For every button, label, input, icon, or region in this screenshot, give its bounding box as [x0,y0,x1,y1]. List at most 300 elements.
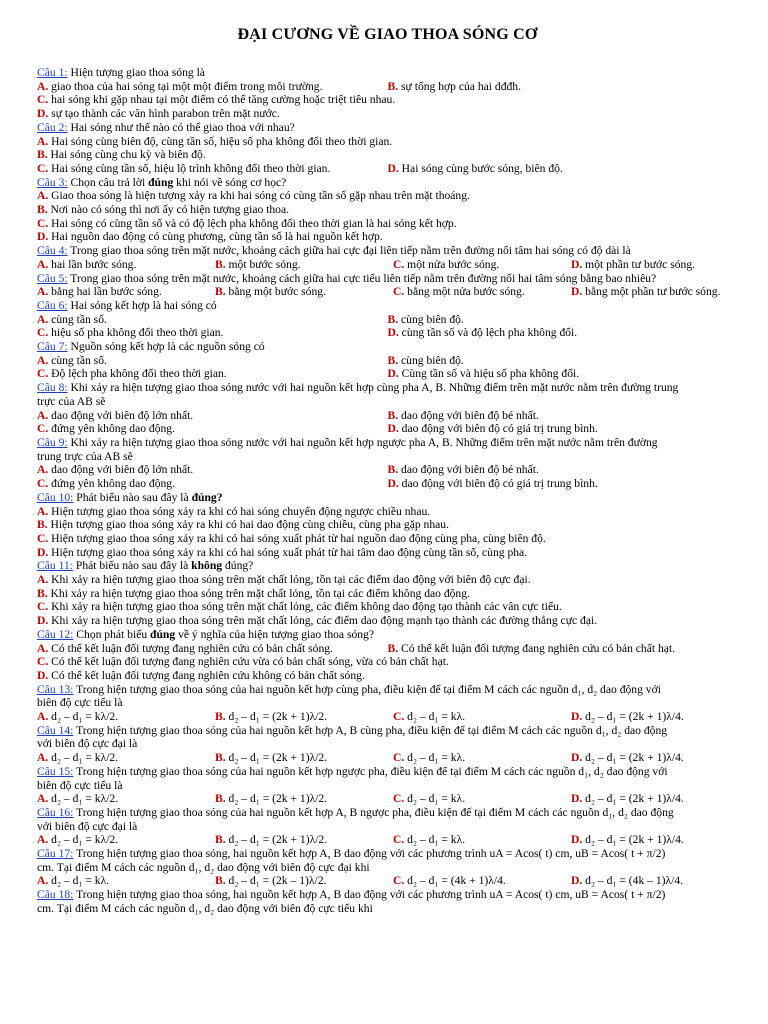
option-text: Hai sóng cùng bước sóng, biên độ. [398,161,563,175]
question-stem [37,436,738,450]
option [37,313,388,327]
question-number: Câu 6: [37,298,68,312]
option-text: Hai sóng cùng tần số, hiệu lộ trình không đổi theo thời gian. [48,161,331,175]
option-text: d₂ – d₁ = kλ/2. [48,710,119,724]
option-row [37,80,738,94]
option-row [37,93,738,107]
question-12 [37,628,738,683]
option-letter: D. [387,422,399,436]
option-text: dao động với biên độ bé nhất. [398,408,539,422]
option-letter: B. [215,257,226,271]
option [215,751,393,765]
option [37,80,388,94]
option-row [37,203,738,217]
option-text: Cùng tần số và hiệu số pha không đổi. [398,367,580,381]
option [37,505,738,519]
option-text: cùng biên độ. [398,312,464,326]
option-letter: D. [37,614,49,628]
option [37,367,388,381]
option [215,792,393,806]
option [388,354,739,368]
question-number: Câu 5: [37,271,68,285]
question-2 [37,121,738,176]
option-letter: A. [37,792,49,806]
question-16 [37,806,738,847]
option-letter: C. [37,422,49,436]
stem-text: Trong hiện tượng giao thoa sóng của hai nguồn kết hợp cùng pha, điều kiện để tại điểm M cách các nguồn d₁, d₂ dao động với [73,682,661,696]
option [393,285,571,299]
option-letter: B. [387,79,399,93]
option-text: dao động với biên độ lớn nhất. [48,463,194,477]
option [388,326,739,340]
option-letter: D. [571,285,583,299]
option-letter: A. [37,751,49,765]
option-letter: B. [387,463,399,477]
question-stem [37,450,738,464]
option-letter: C. [37,216,49,230]
option-row [37,162,738,176]
option-row [37,422,738,436]
option [37,463,388,477]
option [37,874,215,888]
option-letter: C. [37,367,49,381]
stem-text: Nguồn sóng kết hợp là các nguồn sóng có [67,340,265,354]
option-letter: B. [37,148,48,162]
stem-text: Trong giao thoa sóng trên mặt nước, khoảng cách giữa hai cực đại liên tiếp nằm trên đường nối tâm hai sóng có độ dài là [67,244,631,258]
question-number: Câu 12: [37,627,74,641]
option [215,285,393,299]
option-letter: B. [387,408,399,422]
option-row [37,217,738,231]
option [571,285,737,299]
option-text: cùng tần số. [48,312,107,326]
option-text: Hiện tượng giao thoa sóng xảy ra khi có hai sóng xuất phát từ hai tâm dao động cùng tần số, cùng pha. [48,545,528,559]
option-row [37,135,738,149]
option-row [37,710,738,724]
option [37,573,738,587]
option-letter: A. [37,79,49,93]
option-letter: D. [571,874,583,888]
option-letter: B. [387,641,399,655]
option-row [37,546,738,560]
option-text: d₂ – d₁ = kλ. [404,833,466,847]
option-text: d₂ – d₁ = kλ. [404,792,466,806]
option-text: d₂ – d₁ = (2k – 1)λ/2. [225,874,327,888]
question-15 [37,765,738,806]
stem-emphasis: đúng [150,627,176,641]
option-letter: D. [387,161,399,175]
option [37,285,215,299]
option-text: một nửa bước sóng. [404,257,500,271]
option-letter: C. [393,792,405,806]
option [37,614,738,628]
question-stem [37,381,738,395]
question-5 [37,272,738,299]
option-text: d₂ – d₁ = kλ/2. [48,751,119,765]
stem-text: Hai sóng như thế nào có thể giao thoa với nhau? [67,120,295,134]
option-letter: A. [37,504,49,518]
option-row [37,189,738,203]
option-text: cùng tần số và độ lệch pha không đổi. [398,326,578,340]
option-letter: B. [37,586,48,600]
question-10 [37,491,738,560]
option [37,546,738,560]
stem-text: cm. Tại điểm M cách các nguồn d₁, d₂ dao động với biên độ cực tiểu khi [37,901,373,915]
option-row [37,751,738,765]
option-row [37,655,738,669]
question-9 [37,436,738,491]
stem-text: với biên độ cực đại là [37,737,138,751]
option-text: dao động với biên độ bé nhất. [398,463,539,477]
stem-text: Chọn phát biểu [73,627,151,641]
option-text: dao động với biên độ có giá trị trung bình. [398,477,598,491]
option [388,162,739,176]
option-letter: C. [37,326,49,340]
option [37,148,738,162]
option-text: dao động với biên độ lớn nhất. [48,408,194,422]
option-text: Có thể kết luận đối tượng đang nghiên cứu vừa có bản chất sóng, vừa có bản chất hạt. [48,655,449,669]
option-letter: A. [37,285,49,299]
option-letter: B. [215,710,226,724]
option-row [37,463,738,477]
option-letter: B. [215,792,226,806]
option-letter: C. [37,531,49,545]
question-number: Câu 17: [37,847,74,861]
question-6 [37,299,738,340]
question-number: Câu 13: [37,682,74,696]
stem-text: Trong hiện tượng giao thoa sóng của hai nguồn kết hợp A, B cùng pha, điều kiện để tại điểm M cách các nguồn d₁, d₂ dao động [73,723,668,737]
option-letter: D. [37,545,49,559]
option-row [37,833,738,847]
option-letter: B. [37,518,48,532]
option-text: sự tạo thành các vân hình parabon trên mặt nước. [48,107,280,121]
option [37,354,388,368]
question-4 [37,244,738,271]
option-row [37,326,738,340]
option-letter: C. [37,93,49,107]
option-text: đứng yên không dao động. [48,422,175,436]
option-text: d₂ – d₁ = (2k + 1)λ/4. [582,710,684,724]
option [37,655,738,669]
option-text: hai sóng khi gặp nhau tại một điểm có thể tăng cường hoặc triệt tiêu nhau. [48,93,396,107]
stem-text: khi nói về sóng cơ học? [173,175,287,189]
option-text: Hai nguồn dao động có cùng phương, cùng tần số là hai nguồn kết hợp. [48,230,383,244]
option [215,833,393,847]
stem-text: cm. Tại điểm M cách các nguồn d₁, d₂ dao động với biên độ cực đại khi [37,860,370,874]
question-stem [37,272,738,286]
option-letter: D. [571,833,583,847]
option-text: bằng một phần tư bước sóng. [582,285,721,299]
option [37,600,738,614]
question-stem [37,696,738,710]
option-text: một bước sóng. [225,257,301,271]
option [215,710,393,724]
option-letter: A. [37,874,49,888]
option-row [37,573,738,587]
option [393,874,571,888]
question-stem [37,806,738,820]
option [37,107,738,121]
stem-text: Trong hiện tượng giao thoa sóng, hai nguồn kết hợp A, B dao động với các phương trình uA = Acos( t) cm, uB = Acos( t + π/2) [73,888,666,902]
option [388,367,739,381]
question-number: Câu 10: [37,490,74,504]
question-1 [37,66,738,121]
question-stem [37,176,738,190]
stem-text: đúng? [222,559,254,573]
option-letter: B. [37,203,48,217]
option-text: Độ lệch pha không đổi theo thời gian. [48,367,227,381]
option-text: Giao thoa sóng là hiện tượng xảy ra khi hai sóng có cùng tần số gặp nhau trên mặt thoáng. [48,189,470,203]
option [37,532,738,546]
option-text: d₂ – d₁ = kλ. [404,751,466,765]
option [388,313,739,327]
question-number: Câu 15: [37,764,74,778]
option-letter: D. [571,792,583,806]
question-number: Câu 8: [37,381,68,395]
option-text: Hai sóng cùng biên độ, cùng tần số, hiệu số pha không đổi theo thời gian. [48,134,393,148]
question-17 [37,847,738,888]
option-letter: C. [37,600,49,614]
option-row [37,148,738,162]
option-letter: D. [387,367,399,381]
option-text: d₂ – d₁ = (2k + 1)λ/4. [582,833,684,847]
option-text: bằng một bước sóng. [225,285,326,299]
option-row [37,614,738,628]
option-row [37,600,738,614]
option-text: sự tổng hợp của hai dđđh. [398,79,522,93]
option-letter: B. [215,833,226,847]
option [388,409,739,423]
stem-emphasis: đúng? [191,490,223,504]
option [37,710,215,724]
option-row [37,354,738,368]
option-text: một phần tư bước sóng. [582,257,696,271]
question-list [37,66,738,916]
stem-text: Hai sóng kết hợp là hai sóng có [67,298,217,312]
question-stem [37,820,738,834]
stem-emphasis: không [191,559,223,573]
stem-text: về ý nghĩa của hiện tượng giao thoa sóng? [175,627,375,641]
option-letter: C. [393,874,405,888]
option-text: Khi xảy ra hiện tượng giao thoa sóng trên mặt chất lỏng, tồn tại các điểm dao động với biên độ cực đại. [48,573,531,587]
option-row [37,477,738,491]
question-stem [37,244,738,258]
option [215,874,393,888]
question-stem [37,902,738,916]
option-text: Có thể kết luận đối tượng đang nghiên cứu không có bản chất sóng. [48,668,365,682]
option-text: bằng một nửa bước sóng. [404,285,525,299]
option-letter: D. [37,230,49,244]
option-text: d₂ – d₁ = kλ. [404,710,466,724]
option-text: cùng tần số. [48,353,107,367]
question-13 [37,683,738,724]
question-number: Câu 16: [37,805,74,819]
question-stem [37,559,738,573]
question-11 [37,559,738,628]
option-text: Hiện tượng giao thoa sóng xảy ra khi có hai dao động cùng chiều, cùng pha gặp nhau. [47,518,449,532]
option-row [37,367,738,381]
question-stem [37,847,738,861]
option [388,463,739,477]
option-row [37,532,738,546]
question-stem [37,861,738,875]
option-letter: C. [393,833,405,847]
option-letter: D. [571,257,583,271]
option-text: Nơi nào có sóng thì nơi ấy có hiện tượng giao thoa. [47,203,290,217]
stem-text: trực của AB sẽ [37,394,106,408]
option-letter: C. [393,710,405,724]
stem-text: Hiện tượng giao thoa sóng là [67,66,205,79]
option-text: giao thoa của hai sóng tại một một điểm trong môi trường. [48,79,323,93]
stem-text: Trong hiện tượng giao thoa sóng của hai nguồn kết hợp ngược pha, điều kiện để tại điểm M cách các nguồn d₁, d₂ dao động với [73,764,668,778]
option [37,135,738,149]
option-text: d₂ – d₁ = (4k – 1)λ/4. [582,874,684,888]
option [37,422,388,436]
option [37,669,738,683]
option-text: đứng yên không dao động. [48,477,175,491]
option [393,792,571,806]
option-letter: A. [37,641,49,655]
option-row [37,518,738,532]
stem-text: Trong hiện tượng giao thoa sóng, hai nguồn kết hợp A, B dao động với các phương trình uA = Acos( t) cm, uB = Acos( t + π/2) [73,847,666,861]
option [393,710,571,724]
question-stem [37,299,738,313]
option-letter: A. [37,353,49,367]
option-letter: C. [37,655,49,669]
option-letter: A. [37,408,49,422]
option [393,833,571,847]
question-stem [37,683,738,697]
option-letter: D. [571,751,583,765]
option-text: d₂ – d₁ = kλ/2. [48,833,119,847]
option-letter: A. [37,573,49,587]
option [37,162,388,176]
option-row [37,258,738,272]
option-text: d₂ – d₁ = (2k + 1)λ/4. [582,751,684,765]
option-text: Hiện tượng giao thoa sóng xảy ra khi có hai sóng xuất phát từ hai nguồn dao động cùng pha, cùng biên độ. [48,531,546,545]
option-text: d₂ – d₁ = (2k + 1)λ/2. [225,792,328,806]
question-stem [37,888,738,902]
option [388,642,739,656]
option-row [37,642,738,656]
option-letter: A. [37,463,49,477]
option-text: Hiện tượng giao thoa sóng xảy ra khi có hai sóng chuyển động ngược chiều nhau. [48,504,431,518]
option-letter: C. [393,257,405,271]
option-row [37,409,738,423]
option-text: dao động với biên độ có giá trị trung bình. [398,422,598,436]
question-number: Câu 7: [37,340,68,354]
option-letter: B. [215,874,226,888]
page-title: ĐẠI CƯƠNG VỀ GIAO THOA SÓNG CƠ [237,26,538,43]
question-stem [37,765,738,779]
stem-text: Trong giao thoa sóng trên mặt nước, khoảng cách giữa hai cực tiểu liên tiếp nằm trên đường nối hai tâm sóng bằng bao nhiêu? [67,271,657,285]
stem-text: trung trực của AB sẽ [37,449,133,463]
option [37,587,738,601]
option [37,792,215,806]
option [37,230,738,244]
option [37,189,738,203]
question-stem [37,779,738,793]
option-text: d₂ – d₁ = (2k + 1)λ/2. [225,710,328,724]
stem-text: Trong hiện tượng giao thoa sóng của hai nguồn kết hợp A, B ngược pha, điều kiện để tại điểm M cách các nguồn d₁, d₂ dao động [73,805,674,819]
question-number: Câu 2: [37,120,68,134]
option-letter: C. [393,285,405,299]
option-text: d₂ – d₁ = (2k + 1)λ/2. [225,751,328,765]
option-text: bằng hai lần bước sóng. [48,285,162,299]
option [388,422,739,436]
option-text: Khi xảy ra hiện tượng giao thoa sóng trên mặt chất lỏng, các điểm không dao động tạo thành các vân cực tiểu. [48,600,562,614]
option-letter: C. [393,751,405,765]
option-letter: C. [37,477,49,491]
stem-text: Phát biểu nào sau đây là [72,559,192,573]
option [37,751,215,765]
question-stem [37,395,738,409]
option-letter: A. [37,134,49,148]
stem-text: biên độ cực tiểu là [37,778,123,792]
option-text: hiệu số pha không đổi theo thời gian. [48,326,224,340]
question-stem [37,121,738,135]
option-row [37,230,738,244]
option-letter: B. [215,285,226,299]
question-stem [37,340,738,354]
question-number: Câu 14: [37,723,74,737]
option [571,710,737,724]
option-text: d₂ – d₁ = (2k + 1)λ/2. [225,833,328,847]
option-letter: B. [215,751,226,765]
option-text: Khi xảy ra hiện tượng giao thoa sóng trên mặt chất lỏng, tồn tại các điểm không dao động. [47,586,470,600]
option-text: Có thể kết luận đối tượng đang nghiên cứu có bản chất sóng. [48,641,333,655]
option-text: cùng biên độ. [398,353,464,367]
stem-text: Phát biểu nào sau đây là [73,490,192,504]
option-row [37,107,738,121]
option-letter: D. [387,477,399,491]
option-text: d₂ – d₁ = (4k + 1)λ/4. [404,874,506,888]
option [571,833,737,847]
stem-emphasis: đúng [148,175,174,189]
question-stem [37,724,738,738]
question-8 [37,381,738,436]
option-row [37,792,738,806]
question-3 [37,176,738,245]
option-text: Khi xảy ra hiện tượng giao thoa sóng trên mặt chất lỏng, các điểm dao động mạnh tạo thành các đường thẳng cực đại. [48,614,598,628]
stem-text: biên độ cực tiểu là [37,696,123,710]
option [571,792,737,806]
option [571,874,737,888]
option [37,833,215,847]
stem-text: Chọn câu trả lời [67,175,149,189]
question-number: Câu 9: [37,435,68,449]
option [571,258,737,272]
option-text: Hai sóng cùng chu kỳ và biên độ. [47,148,206,162]
question-14 [37,724,738,765]
option-letter: B. [387,353,399,367]
option-row [37,285,738,299]
stem-text: Khi xảy ra hiện tượng giao thoa sóng nước với hai nguồn kết hợp cùng pha A, B. Những điểm trên mặt nước nằm trên đường trung [67,381,679,395]
stem-text: Khi xảy ra hiện tượng giao thoa sóng nước với hai nguồn kết hợp ngược pha A, B. Những điểm trên mặt nước nằm trên đường [67,435,658,449]
option-text: Hai sóng có cùng tần số và có độ lệch pha không đổi theo thời gian là hai sóng kết hợp. [48,216,457,230]
option [37,642,388,656]
question-7 [37,340,738,381]
option [37,258,215,272]
option-text: hai lần bước sóng. [48,257,137,271]
option-letter: A. [37,710,49,724]
option-letter: D. [37,668,49,682]
question-number: Câu 4: [37,244,68,258]
option [37,477,388,491]
option-text: d₂ – d₁ = kλ. [48,874,110,888]
option-row [37,669,738,683]
question-stem [37,737,738,751]
